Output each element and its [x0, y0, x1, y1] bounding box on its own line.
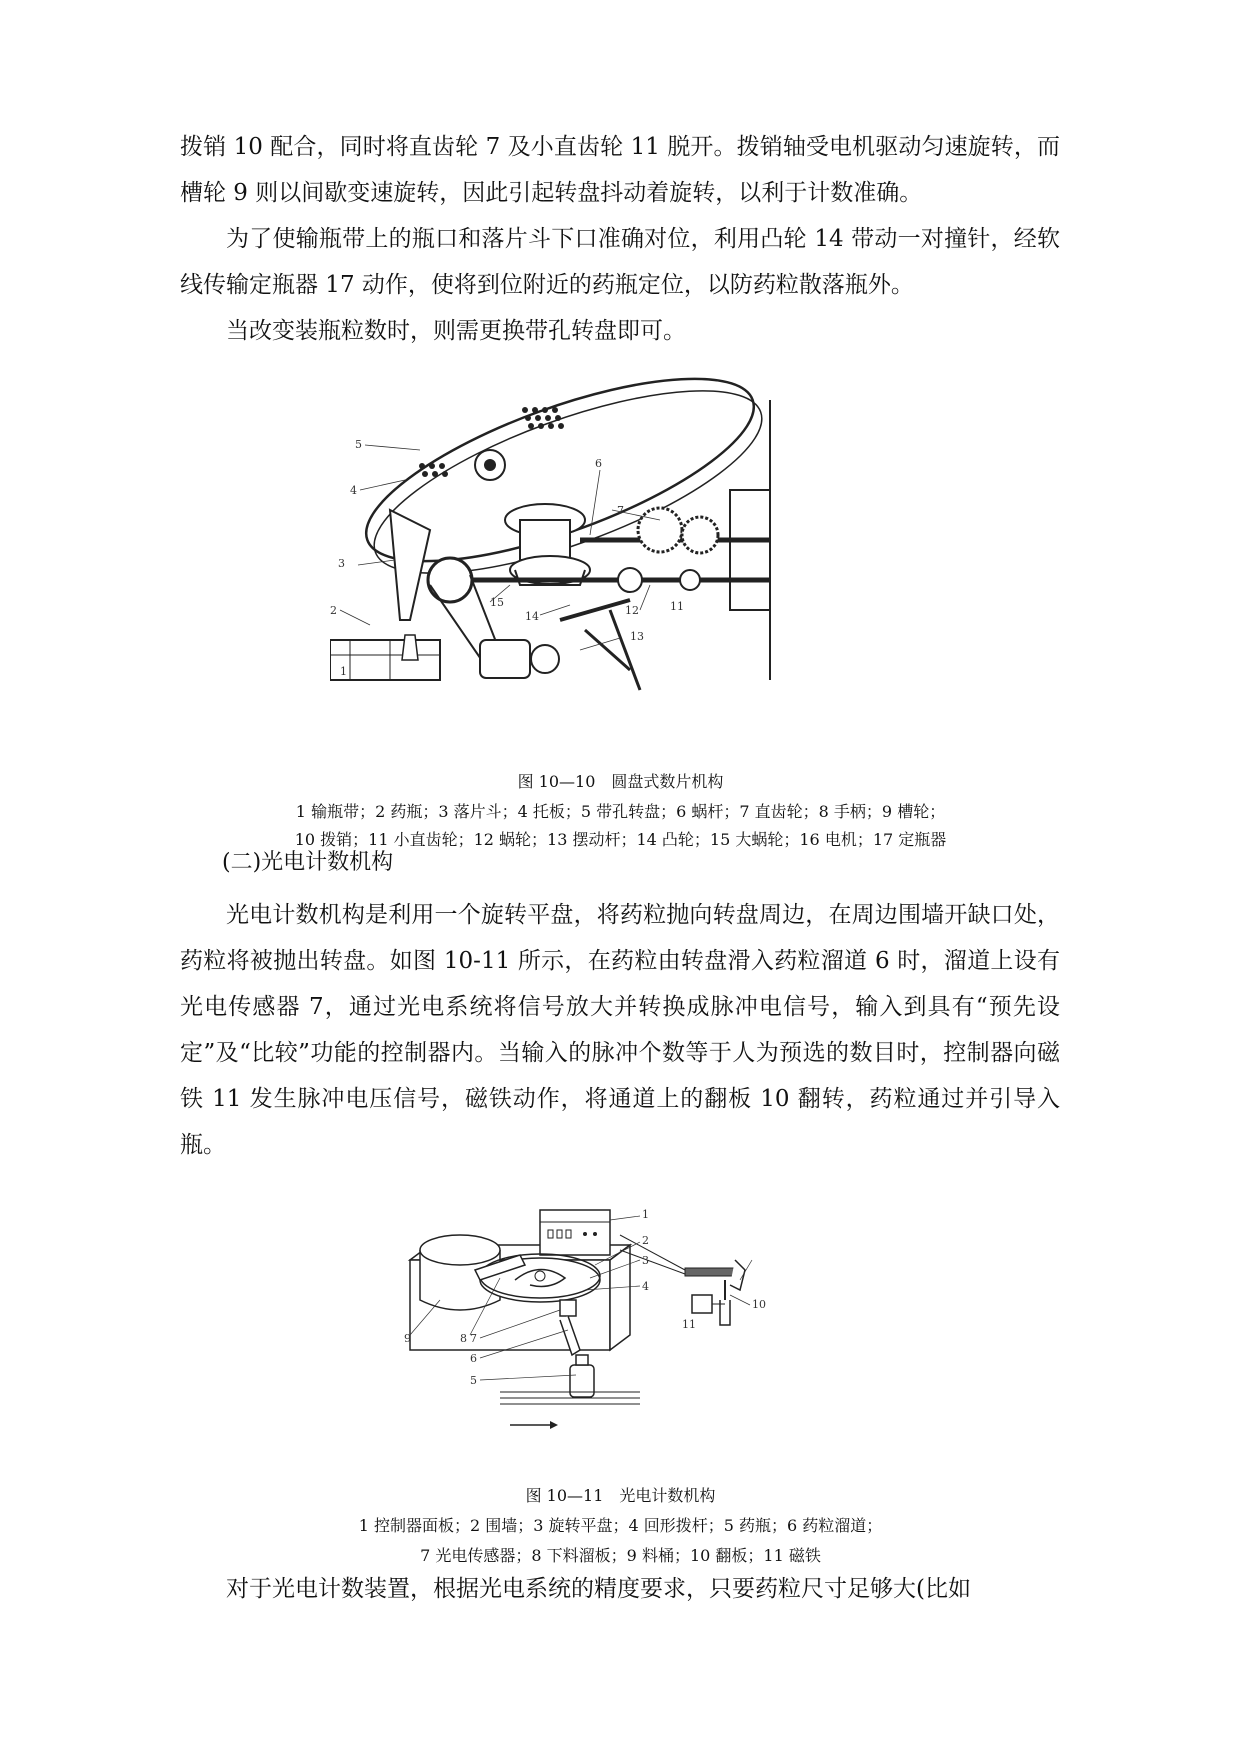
paragraph-photoelectric: 光电计数机构是利用一个旋转平盘，将药粒抛向转盘周边，在周边围墙开缺口处，药粒将被抛出转盘。如图 10-11 所示，在药粒由转盘滑入药粒溜道 6 时，溜道上设有光电传感器 7，通过光电系统将信号放大并转换成脉冲电信号，输入到具有“预先设定”及“比较”功能的控制器内。当输入的脉冲个数等于人为预选的数目时，控制器向磁铁 11 发生脉冲电压信号，磁铁动作，将通道上的翻板 10 翻转，药粒通过并引导入瓶。 — [180, 902, 1060, 1158]
part-label-13: 13 — [630, 630, 644, 643]
part-label-8: 8 — [460, 1332, 467, 1345]
section-heading: (二)光电计数机构 — [222, 850, 394, 875]
figure2-legend-line1: 1 控制器面板；2 围墙；3 旋转平盘；4 回形拨杆；5 药瓶；6 药粒溜道； — [358, 1516, 883, 1535]
part-label-1: 1 — [340, 665, 347, 678]
part-label-7: 7 — [617, 504, 624, 517]
figure2-legend-line2: 7 光电传感器；8 下料溜板；9 料桶；10 翻板；11 磁铁 — [420, 1546, 821, 1565]
part-label-6: 6 — [595, 457, 602, 470]
figure-disc-counter-drawing — [330, 370, 790, 770]
figure2-title: 图 10—11 光电计数机构 — [525, 1486, 716, 1505]
figure-photoelectric-counter — [400, 1200, 880, 1465]
paragraph-continued: 拨销 10 配合，同时将直齿轮 7 及小直齿轮 11 脱开。拨销轴受电机驱动匀速旋转，而槽轮 9 则以间歇变速旋转，因此引起转盘抖动着旋转，以利于计数准确。 — [180, 134, 1060, 206]
figure-disc-counter — [330, 370, 790, 770]
figure1-title: 图 10—10 圆盘式数片机构 — [517, 772, 724, 791]
part-label-15: 15 — [490, 596, 504, 609]
part-label-2: 2 — [642, 1234, 649, 1247]
part-label-4: 4 — [350, 484, 357, 497]
figure1-legend-line2: 10 拨销；11 小直齿轮；12 蜗轮；13 摆动杆；14 凸轮；15 大蜗轮；16 电机；17 定瓶器 — [294, 830, 947, 849]
part-label-3: 3 — [642, 1254, 649, 1267]
part-label-7: 7 — [470, 1332, 477, 1345]
part-label-11: 11 — [682, 1318, 696, 1331]
part-label-9: 9 — [404, 1332, 411, 1345]
part-label-4: 4 — [642, 1280, 649, 1293]
part-label-14: 14 — [525, 610, 539, 623]
part-label-11: 11 — [670, 600, 684, 613]
paragraph-positioning: 为了使输瓶带上的瓶口和落片斗下口准确对位，利用凸轮 14 带动一对撞针，经软线传输定瓶器 17 动作，使将到位附近的药瓶定位，以防药粒散落瓶外。 — [180, 226, 1060, 298]
part-label-5: 5 — [470, 1374, 477, 1387]
part-label-10: 10 — [752, 1298, 766, 1311]
part-label-5: 5 — [355, 438, 362, 451]
part-label-2: 2 — [330, 604, 337, 617]
paragraph-precision: 对于光电计数装置，根据光电系统的精度要求，只要药粒尺寸足够大(比如 — [226, 1576, 971, 1602]
part-label-1: 1 — [642, 1208, 649, 1221]
part-label-3: 3 — [338, 557, 345, 570]
part-label-12: 12 — [625, 604, 639, 617]
figure-photoelectric-drawing — [400, 1200, 880, 1465]
figure1-legend-line1: 1 输瓶带；2 药瓶；3 落片斗；4 托板；5 带孔转盘；6 蜗杆；7 直齿轮；8 手柄；9 槽轮； — [295, 802, 946, 821]
part-label-6: 6 — [470, 1352, 477, 1365]
paragraph-change-count: 当改变装瓶粒数时，则需更换带孔转盘即可。 — [226, 318, 686, 344]
